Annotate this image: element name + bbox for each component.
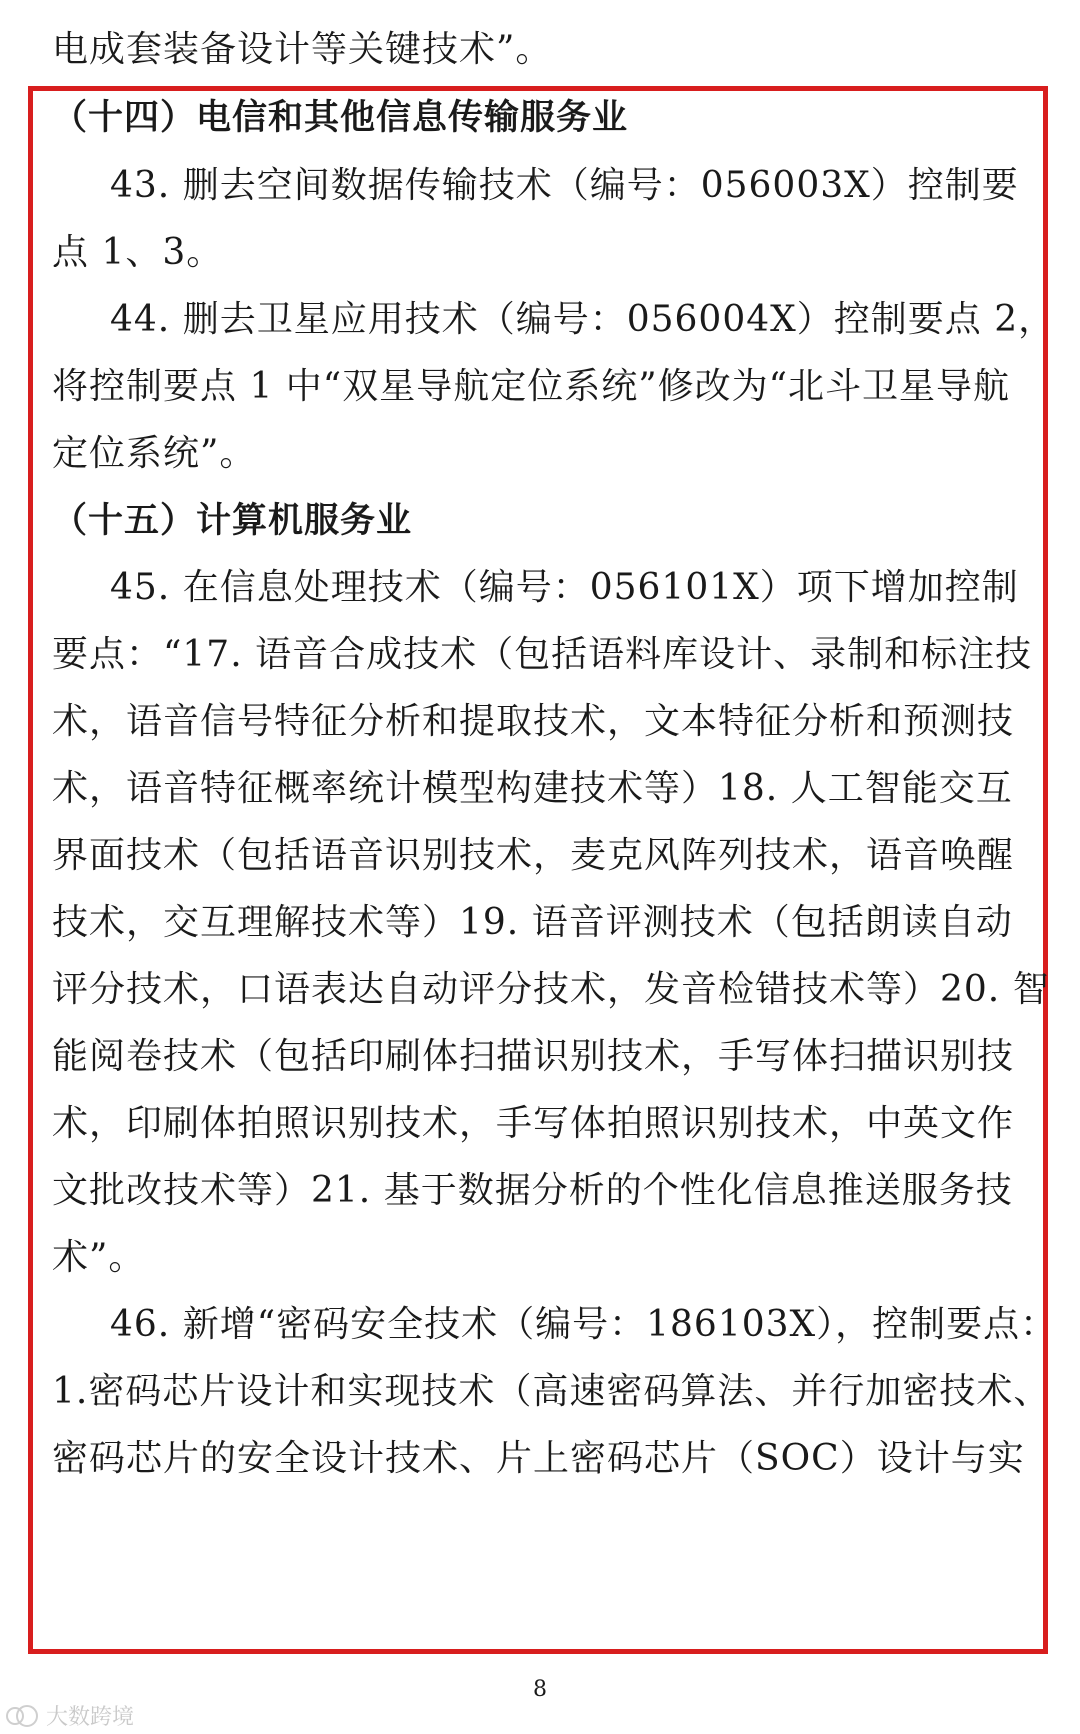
watermark-text: 大数跨境	[46, 1704, 135, 1730]
item-46-line-3: 密码芯片的安全设计技术、片上密码芯片（SOC）设计与实	[52, 1438, 1025, 1479]
item-45-line-10: 文批改技术等）21. 基于数据分析的个性化信息推送服务技	[52, 1170, 1013, 1211]
item-45-line-3: 术，语音信号特征分析和提取技术，文本特征分析和预测技	[52, 701, 1015, 742]
text-line-1: 电成套装备设计等关键技术”。	[52, 29, 553, 70]
page-number: 8	[533, 1677, 547, 1702]
item-45-line-1: 45. 在信息处理技术（编号：056101X）项下增加控制	[110, 567, 1019, 608]
item-45-line-11: 术”。	[52, 1237, 146, 1278]
item-43-line-2: 点 1、3。	[52, 232, 224, 273]
watermark	[6, 1700, 134, 1730]
item-44-line-3: 定位系统”。	[52, 433, 257, 474]
item-44-line-2: 将控制要点 1 中“双星导航定位系统”修改为“北斗卫星导航	[52, 366, 1011, 407]
item-46-line-1: 46. 新增“密码安全技术（编号：186103X），控制要点：	[110, 1304, 1058, 1345]
item-45-line-7: 评分技术，口语表达自动评分技术，发音检错技术等）20. 智	[52, 969, 1050, 1010]
item-46-line-2: 1.密码芯片设计和实现技术（高速密码算法、并行加密技术、	[52, 1371, 1051, 1412]
item-45-line-9: 术，印刷体拍照识别技术，手写体拍照识别技术，中英文作	[52, 1103, 1015, 1144]
item-45-line-6: 技术，交互理解技术等）19. 语音评测技术（包括朗读自动	[52, 902, 1013, 943]
watermark-logo-icon	[6, 1703, 40, 1727]
item-45-line-4: 术，语音特征概率统计模型构建技术等）18. 人工智能交互	[52, 768, 1013, 809]
section-heading-15: （十五）计算机服务业	[52, 501, 413, 541]
item-45-line-2: 要点：“17. 语音合成技术（包括语料库设计、录制和标注技	[52, 634, 1033, 675]
item-44-line-1: 44. 删去卫星应用技术（编号：056004X）控制要点 2，	[110, 299, 1056, 340]
section-heading-14: （十四）电信和其他信息传输服务业	[52, 98, 629, 138]
item-45-line-5: 界面技术（包括语音识别技术，麦克风阵列技术，语音唤醒	[52, 835, 1015, 876]
item-45-line-8: 能阅卷技术（包括印刷体扫描识别技术，手写体扫描识别技	[52, 1036, 1015, 1077]
item-43-line-1: 43. 删去空间数据传输技术（编号：056003X）控制要	[110, 165, 1019, 206]
